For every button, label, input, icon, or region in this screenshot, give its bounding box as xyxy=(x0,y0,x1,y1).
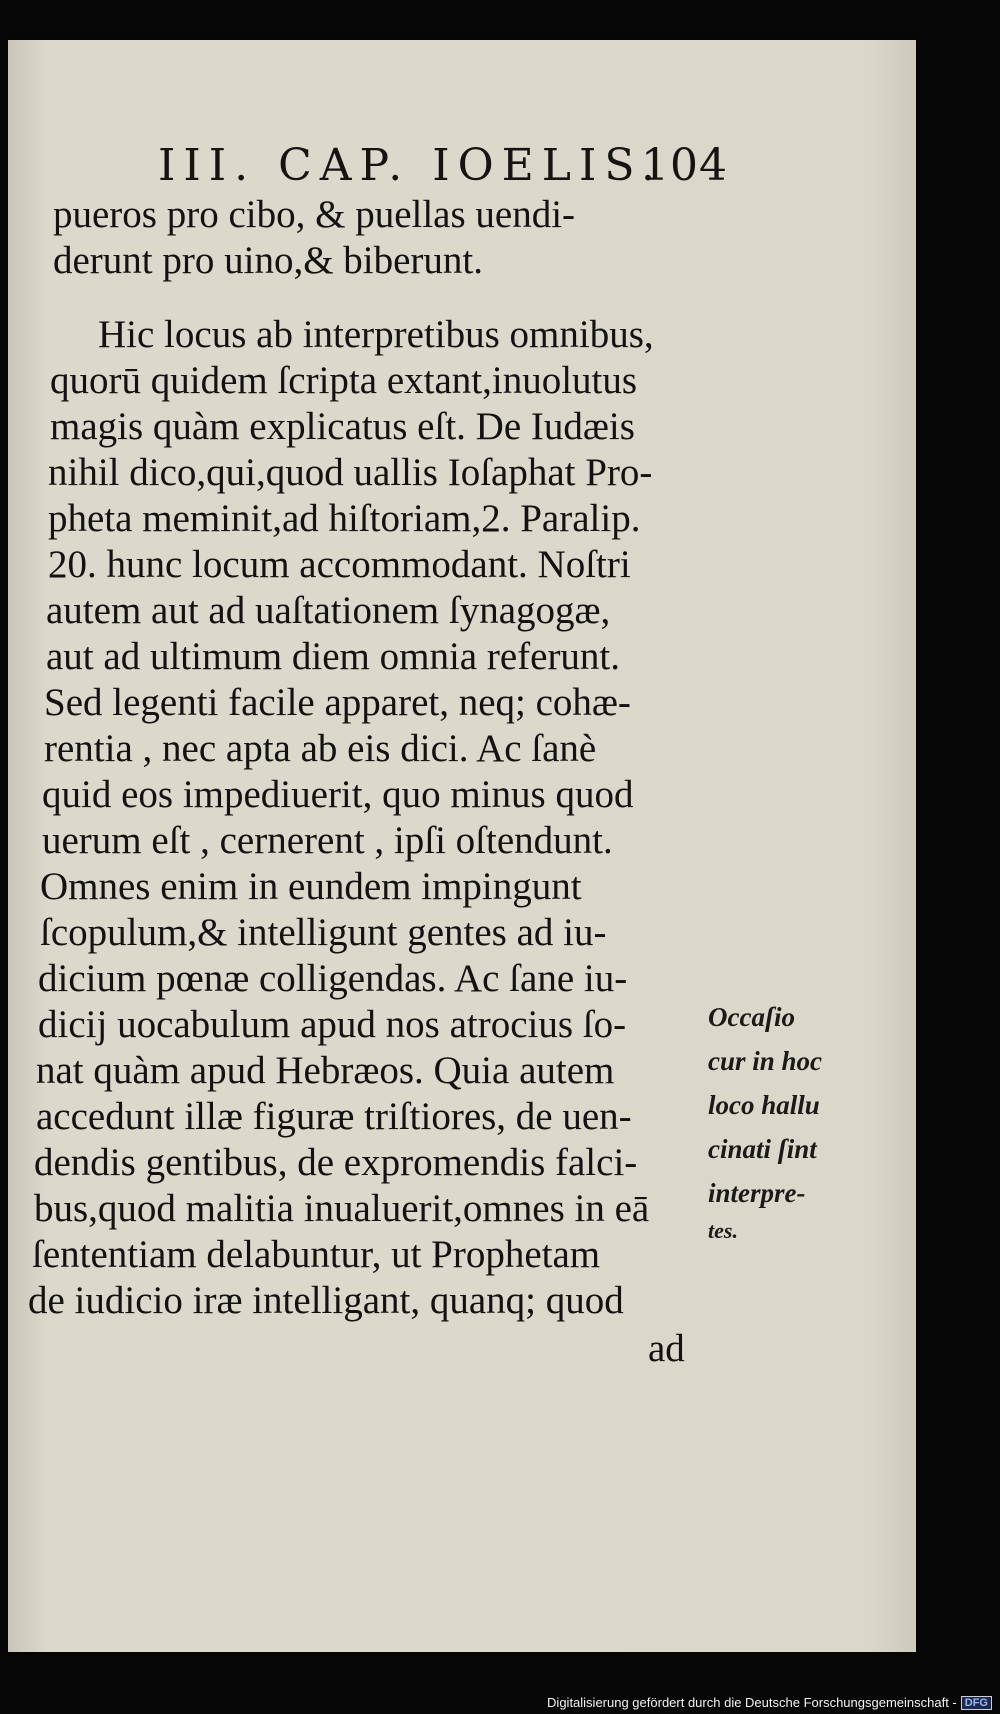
text-line: magis quàm explicatus eſt. De Iudæis xyxy=(50,405,635,448)
text-line: Hic locus ab interpretibus omnibus, xyxy=(98,313,654,356)
text-line: accedunt illæ figuræ triſtiores, de uen- xyxy=(36,1095,632,1138)
margin-line: cur in hoc xyxy=(708,1046,823,1076)
margin-line: tes. xyxy=(708,1218,738,1243)
text-line: dendis gentibus, de expromendis falci- xyxy=(34,1141,638,1184)
text-line: pueros pro cibo, & puellas uendi- xyxy=(53,193,576,236)
margin-line: cinati ſint xyxy=(708,1134,817,1164)
margin-line: interpre- xyxy=(708,1178,806,1208)
text-line: Sed legenti facile apparet, neq; cohæ- xyxy=(44,681,631,724)
text-line: ſcopulum,& intelligunt gentes ad iu- xyxy=(40,911,607,954)
page-number: 104 xyxy=(641,140,728,191)
text-line: bus,quod malitia inualuerit,omnes in eā xyxy=(34,1187,650,1230)
margin-line: Occaſio xyxy=(708,1002,795,1032)
text-line: 20. hunc locum accommodant. Noſtri xyxy=(48,543,631,586)
text-line: ſententiam delabuntur, ut Prophetam xyxy=(32,1233,601,1276)
text-line: quid eos impediuerit, quo minus quod xyxy=(42,773,634,816)
text-line: nat quàm apud Hebræos. Quia autem xyxy=(36,1049,615,1092)
dfg-logo-icon: DFG xyxy=(961,1696,992,1710)
text-line: pheta meminit,ad hiſtoriam,2. Paralip. xyxy=(48,497,641,540)
text-line: nihil dico,qui,quod uallis Ioſaphat Pro- xyxy=(48,451,653,494)
text-line: autem aut ad uaſtationem ſynagogæ, xyxy=(46,589,611,632)
margin-line: loco hallu xyxy=(708,1090,820,1120)
header-title: III. CAP. IOELIS. xyxy=(158,140,663,191)
digitization-footer xyxy=(547,1695,992,1710)
text-line: dicium pœnæ colligendas. Ac ſane iu- xyxy=(38,957,628,1000)
text-line: de iudicio iræ intelligant, quanq; quod xyxy=(28,1279,624,1322)
running-header xyxy=(128,140,728,200)
text-line: derunt pro uino,& biberunt. xyxy=(53,239,484,282)
text-line: aut ad ultimum diem omnia referunt. xyxy=(46,635,621,678)
footer-credit: Digitalisierung gefördert durch die Deutsche Forschungsgemeinschaft - xyxy=(547,1695,957,1710)
text-line: uerum eſt , cernerent , ipſi oſtendunt. xyxy=(42,819,613,862)
book-page xyxy=(8,40,916,1652)
text-line: dicij uocabulum apud nos atrocius ſo- xyxy=(38,1003,627,1046)
catchword: ad xyxy=(648,1327,685,1370)
text-line: Omnes enim in eundem impingunt xyxy=(40,865,582,908)
text-line: quorū quidem ſcripta extant,inuolutus xyxy=(50,359,638,402)
text-line: rentia , nec apta ab eis dici. Ac ſanè xyxy=(44,727,597,770)
